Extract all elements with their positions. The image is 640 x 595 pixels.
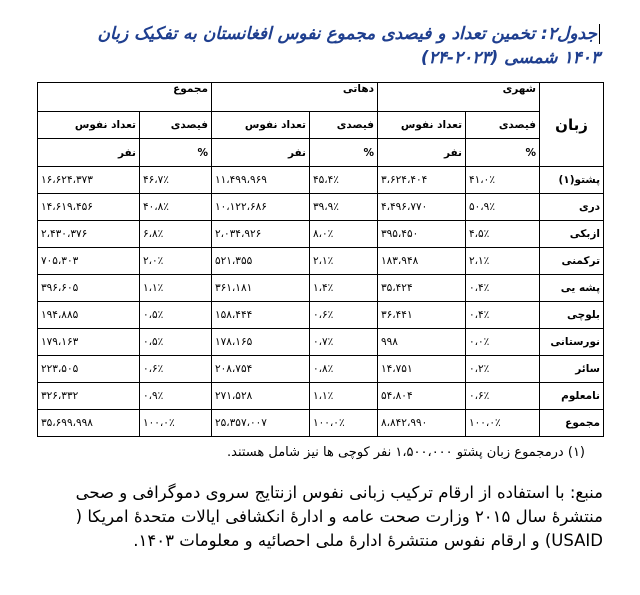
unit-percent: % (140, 139, 212, 167)
total-percent-cell: ۱۰۰،۰٪ (140, 410, 212, 437)
rural-percent-cell: ۲،۱٪ (310, 248, 378, 275)
total-count-cell: ۲۲۳،۵۰۵ (38, 356, 140, 383)
table-row (38, 329, 604, 356)
urban-percent-cell: ۵۰،۹٪ (466, 194, 540, 221)
rural-count-cell: ۱۱،۴۹۹،۹۶۹ (212, 167, 310, 194)
unit-count: نفر (212, 139, 310, 167)
language-cell: سائر (540, 356, 604, 383)
table-row (38, 167, 604, 194)
total-percent-cell: ۱،۱٪ (140, 275, 212, 302)
table-row (38, 221, 604, 248)
urban-count-cell: ۱۸۳،۹۴۸ (378, 248, 466, 275)
table-row (38, 356, 604, 383)
urban-percent-cell: ۰،۴٪ (466, 302, 540, 329)
unit-count: نفر (378, 139, 466, 167)
total-count-cell: ۳۵،۶۹۹،۹۹۸ (38, 410, 140, 437)
language-cell: بلوچی (540, 302, 604, 329)
total-count-cell: ۱۶،۶۲۴،۳۷۳ (38, 167, 140, 194)
total-percent-cell: ۰،۶٪ (140, 356, 212, 383)
subheader-percent: فیصدی (310, 112, 378, 139)
source-note: منبع: با استفاده از ارقام ترکیب زبانی نفوس ازنتایج سروی دموگرافی و صحی منتشرۀ سال ۲۰۱۵ وزارت صحت عامه و ادارۀ انکشافی ایالات متحدۀ امریکا ( USAID) و ارقام نفوس منتشرۀ ادارۀ ملی احصائیه و معلومات ۱۴۰۳. (75, 483, 603, 550)
total-percent-cell: ۲،۰٪ (140, 248, 212, 275)
urban-count-cell: ۳،۶۲۴،۴۰۴ (378, 167, 466, 194)
language-header: زبان (540, 83, 604, 167)
urban-percent-cell: ۰،۴٪ (466, 275, 540, 302)
language-cell: دری (540, 194, 604, 221)
total-count-cell: ۱۷۹،۱۶۳ (38, 329, 140, 356)
table-row (38, 275, 604, 302)
rural-count-cell: ۱۷۸،۱۶۵ (212, 329, 310, 356)
rural-count-cell: ۳۶۱،۱۸۱ (212, 275, 310, 302)
rural-percent-cell: ۴۵،۴٪ (310, 167, 378, 194)
urban-percent-cell: ۴۱،۰٪ (466, 167, 540, 194)
total-count-cell: ۳۹۶،۶۰۵ (38, 275, 140, 302)
table-row (38, 383, 604, 410)
unit-percent: % (466, 139, 540, 167)
rural-count-cell: ۲۰۸،۷۵۴ (212, 356, 310, 383)
footnote: (۱) درمجموع زبان پشتو ۱،۵۰۰،۰۰۰ نفر کوچی ها نیز شامل هستند. (226, 445, 585, 460)
language-population-table (37, 82, 604, 437)
subheader-percent: فیصدی (140, 112, 212, 139)
urban-count-cell: ۳۵،۴۲۴ (378, 275, 466, 302)
urban-percent-cell: ۰،۲٪ (466, 356, 540, 383)
rural-percent-cell: ۱،۴٪ (310, 275, 378, 302)
urban-count-cell: ۳۶،۴۴۱ (378, 302, 466, 329)
rural-percent-cell: ۰،۷٪ (310, 329, 378, 356)
caption-line-2: ۱۴۰۳ شمسی (۲۰۲۳-۲۴) (420, 48, 600, 68)
rural-percent-cell: ۸،۰٪ (310, 221, 378, 248)
total-count-cell: ۲،۴۳۰،۳۷۶ (38, 221, 140, 248)
total-percent-cell: ۰،۵٪ (140, 329, 212, 356)
subheader-percent: فیصدی (466, 112, 540, 139)
rural-count-cell: ۲۵،۳۵۷،۰۰۷ (212, 410, 310, 437)
urban-count-cell: ۳۹۵،۴۵۰ (378, 221, 466, 248)
rural-count-cell: ۲۷۱،۵۲۸ (212, 383, 310, 410)
rural-percent-cell: ۳۹،۹٪ (310, 194, 378, 221)
urban-percent-cell: ۰،۶٪ (466, 383, 540, 410)
table-row (38, 302, 604, 329)
total-count-cell: ۳۲۶،۳۳۲ (38, 383, 140, 410)
total-percent-cell: ۶،۸٪ (140, 221, 212, 248)
group-urban: شهری (378, 83, 540, 112)
unit-count: نفر (38, 139, 140, 167)
rural-percent-cell: ۱،۱٪ (310, 383, 378, 410)
language-cell: پشتو(۱) (540, 167, 604, 194)
subheader-row (38, 112, 604, 139)
table-row (38, 194, 604, 221)
rural-count-cell: ۵۲۱،۳۵۵ (212, 248, 310, 275)
subheader-count: تعداد نفوس (378, 112, 466, 139)
table-row (38, 410, 604, 437)
total-percent-cell: ۴۰،۸٪ (140, 194, 212, 221)
rural-count-cell: ۱۰،۱۲۲،۶۸۶ (212, 194, 310, 221)
total-percent-cell: ۰،۵٪ (140, 302, 212, 329)
urban-percent-cell: ۱۰۰،۰٪ (466, 410, 540, 437)
rural-percent-cell: ۱۰۰،۰٪ (310, 410, 378, 437)
language-cell: ترکمنی (540, 248, 604, 275)
subheader-count: تعداد نفوس (212, 112, 310, 139)
language-cell: پشه یی (540, 275, 604, 302)
language-cell: نورستانی (540, 329, 604, 356)
urban-count-cell: ۱۴،۷۵۱ (378, 356, 466, 383)
rural-count-cell: ۲،۰۳۴،۹۲۶ (212, 221, 310, 248)
rural-percent-cell: ۰،۶٪ (310, 302, 378, 329)
unit-row (38, 139, 604, 167)
total-count-cell: ۷۰۵،۳۰۳ (38, 248, 140, 275)
urban-percent-cell: ۴،۵٪ (466, 221, 540, 248)
urban-percent-cell: ۲،۱٪ (466, 248, 540, 275)
rural-count-cell: ۱۵۸،۴۴۴ (212, 302, 310, 329)
language-cell: نامعلوم (540, 383, 604, 410)
total-percent-cell: ۴۶،۷٪ (140, 167, 212, 194)
text-cursor (599, 24, 600, 44)
unit-percent: % (310, 139, 378, 167)
rural-percent-cell: ۰،۸٪ (310, 356, 378, 383)
total-percent-cell: ۰،۹٪ (140, 383, 212, 410)
group-total: مجموع (38, 83, 212, 112)
table-row (38, 248, 604, 275)
table-caption (40, 22, 600, 70)
total-count-cell: ۱۴،۶۱۹،۴۵۶ (38, 194, 140, 221)
urban-count-cell: ۸،۸۴۲،۹۹۰ (378, 410, 466, 437)
urban-count-cell: ۹۹۸ (378, 329, 466, 356)
urban-percent-cell: ۰،۰٪ (466, 329, 540, 356)
urban-count-cell: ۵۴،۸۰۴ (378, 383, 466, 410)
urban-count-cell: ۴،۴۹۶،۷۷۰ (378, 194, 466, 221)
language-cell: مجموع (540, 410, 604, 437)
subheader-count: تعداد نفوس (38, 112, 140, 139)
total-count-cell: ۱۹۴،۸۸۵ (38, 302, 140, 329)
caption-line-1: جدول۲: تخمین تعداد و فیصدی مجموع نفوس افغانستان به تفکیک زبان (40, 22, 600, 46)
group-rural: دهاتی (212, 83, 378, 112)
language-cell: ازبکی (540, 221, 604, 248)
group-header-row (38, 83, 604, 112)
